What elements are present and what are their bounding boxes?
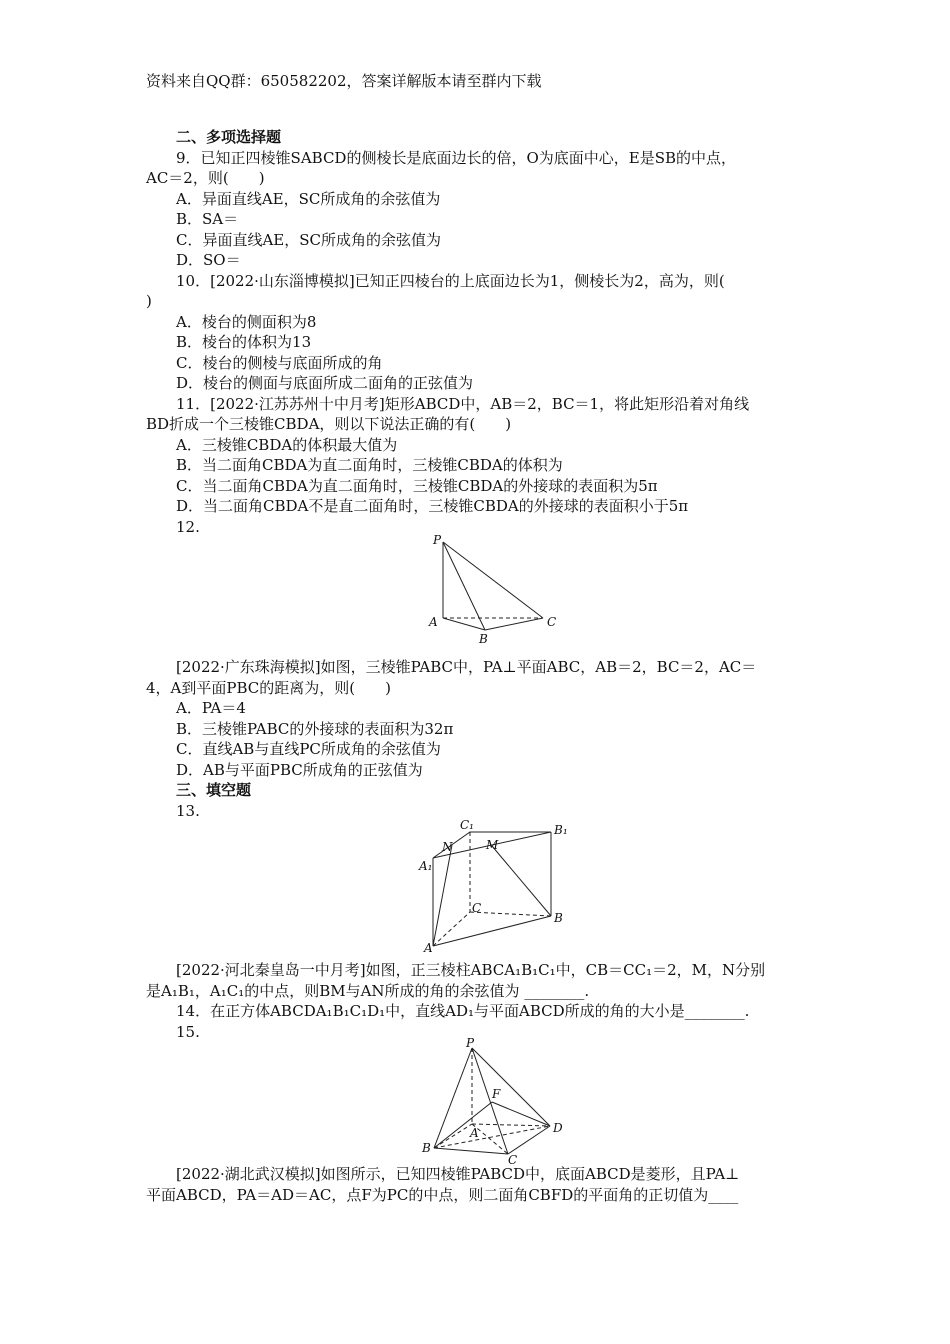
q9-stem-1: 9．已知正四棱锥SABCD的侧棱长是底面边长的倍，O为底面中心，E是SB的中点， bbox=[176, 148, 737, 167]
q10-stem-2: ) bbox=[146, 292, 152, 310]
section-multi-choice bbox=[146, 127, 816, 537]
q11-stem-2: BD折成一个三棱锥CBDA，则以下说法正确的有( ) bbox=[146, 415, 512, 433]
q13-number: 13. bbox=[176, 801, 200, 820]
edge-bc bbox=[434, 1148, 508, 1154]
q9-option-c: C．异面直线AE，SC所成角的余弦值为 bbox=[176, 230, 442, 249]
label-c: C bbox=[508, 1153, 518, 1167]
label-a: A bbox=[424, 941, 433, 955]
edge-pc bbox=[443, 542, 543, 618]
label-c1: C₁ bbox=[460, 818, 474, 832]
q12-pyramid-figure bbox=[425, 532, 565, 646]
q12-stem-1: [2022·广东珠海模拟]如图，三棱锥PABC中，PA⊥平面ABC，AB＝2，BC＝2，AC＝ bbox=[176, 658, 757, 676]
label-c: C bbox=[472, 901, 482, 915]
edge-ab bbox=[433, 916, 551, 946]
segment-bm bbox=[492, 846, 551, 916]
label-b: B bbox=[479, 632, 488, 646]
q12-text bbox=[146, 657, 816, 821]
section-title: 二、多项选择题 bbox=[176, 128, 282, 146]
label-f: F bbox=[492, 1087, 501, 1101]
q9-option-d: D．SO＝ bbox=[176, 251, 241, 269]
label-b: B bbox=[554, 911, 563, 925]
q10-stem-1: 10．[2022·山东淄博模拟]已知正四棱台的上底面边长为1，侧棱长为2，高为，则( bbox=[176, 271, 725, 290]
label-b: B bbox=[422, 1141, 431, 1155]
q12-option-d: D．AB与平面PBC所成角的正弦值为 bbox=[176, 760, 423, 779]
q12-stem-2: 4，A到平面PBC的距离为，则( ) bbox=[146, 678, 391, 697]
q13-prism-figure bbox=[418, 818, 578, 956]
label-n: N bbox=[442, 840, 453, 854]
edge-cb-hidden bbox=[470, 912, 551, 916]
q12-number: 12. bbox=[176, 517, 200, 536]
q11-stem-1: 11．[2022·江苏苏州十中月考]矩形ABCD中，AB＝2，BC＝1，将此矩形沿着对角线 bbox=[176, 394, 750, 413]
q15-stem-1: [2022·湖北武汉模拟]如图所示，已知四棱锥PABCD中，底面ABCD是菱形，且PA⊥ bbox=[176, 1165, 740, 1183]
q9-stem-2: AC＝2，则( ) bbox=[146, 169, 265, 187]
section-fill-title: 三、填空题 bbox=[176, 781, 252, 799]
q12-option-b: B．三棱锥PABC的外接球的表面积为32π bbox=[176, 719, 454, 738]
q13-q14-text bbox=[146, 960, 816, 1042]
q9-option-b: B．SA＝ bbox=[176, 210, 239, 228]
q11-option-c: C．当二面角CBDA为直二面角时，三棱锥CBDA的外接球的表面积为5π bbox=[176, 476, 658, 495]
label-a: A bbox=[470, 1126, 479, 1140]
label-p: P bbox=[466, 1036, 475, 1050]
q10-option-d: D．棱台的侧面与底面所成二面角的正弦值为 bbox=[176, 374, 474, 392]
q13-stem-1: [2022·河北秦皇岛一中月考]如图，正三棱柱ABCA₁B₁C₁中，CB＝CC₁＝2，M，N分别 bbox=[176, 961, 766, 979]
q13-stem-2: 是A₁B₁，A₁C₁的中点，则BM与AN所成的角的余弦值为 ________. bbox=[146, 981, 590, 1000]
edge-ab bbox=[443, 618, 485, 630]
label-a1: A₁ bbox=[419, 859, 433, 873]
q12-option-a: A．PA＝4 bbox=[176, 699, 246, 717]
edge-cd bbox=[508, 1126, 550, 1154]
q10-option-c: C．棱台的侧棱与底面所成的角 bbox=[176, 353, 383, 372]
q11-option-d: D．当二面角CBDA不是直二面角时，三棱锥CBDA的外接球的表面积小于5π bbox=[176, 497, 689, 515]
label-m: M bbox=[486, 838, 499, 852]
edge-pb bbox=[443, 542, 485, 630]
label-a: A bbox=[429, 615, 438, 629]
q14-stem: 14．在正方体ABCDA₁B₁C₁D₁中，直线AD₁与平面ABCD所成的角的大小是________. bbox=[176, 1002, 750, 1020]
q10-option-b: B．棱台的体积为13 bbox=[176, 333, 312, 351]
q15-stem-2: 平面ABCD，PA＝AD＝AC，点F为PC的中点，则二面角CBFD的平面角的正切值为____ bbox=[146, 1185, 739, 1204]
edge-bc bbox=[485, 618, 543, 630]
segment-fd bbox=[492, 1102, 550, 1126]
label-b1: B₁ bbox=[554, 823, 568, 837]
q11-option-a: A．三棱锥CBDA的体积最大值为 bbox=[176, 435, 398, 454]
label-p: P bbox=[433, 533, 442, 547]
q11-option-b: B．当二面角CBDA为直二面角时，三棱锥CBDA的体积为 bbox=[176, 456, 563, 474]
q15-pyramid-figure bbox=[420, 1036, 570, 1167]
edge-pd bbox=[472, 1048, 550, 1126]
label-c: C bbox=[547, 615, 557, 629]
edge-ba-hidden bbox=[434, 1124, 472, 1148]
q15-text bbox=[146, 1164, 816, 1205]
q10-option-a: A．棱台的侧面积为8 bbox=[176, 312, 317, 331]
q12-option-c: C．直线AB与直线PC所成角的余弦值为 bbox=[176, 740, 441, 758]
q15-number: 15. bbox=[176, 1022, 200, 1041]
label-d: D bbox=[553, 1121, 563, 1135]
edge-ad-hidden bbox=[472, 1124, 550, 1126]
page-header: 资料来自QQ群：650582202，答案详解版本请至群内下载 bbox=[146, 72, 542, 90]
q9-option-a: A．异面直线AE，SC所成角的余弦值为 bbox=[176, 189, 441, 208]
